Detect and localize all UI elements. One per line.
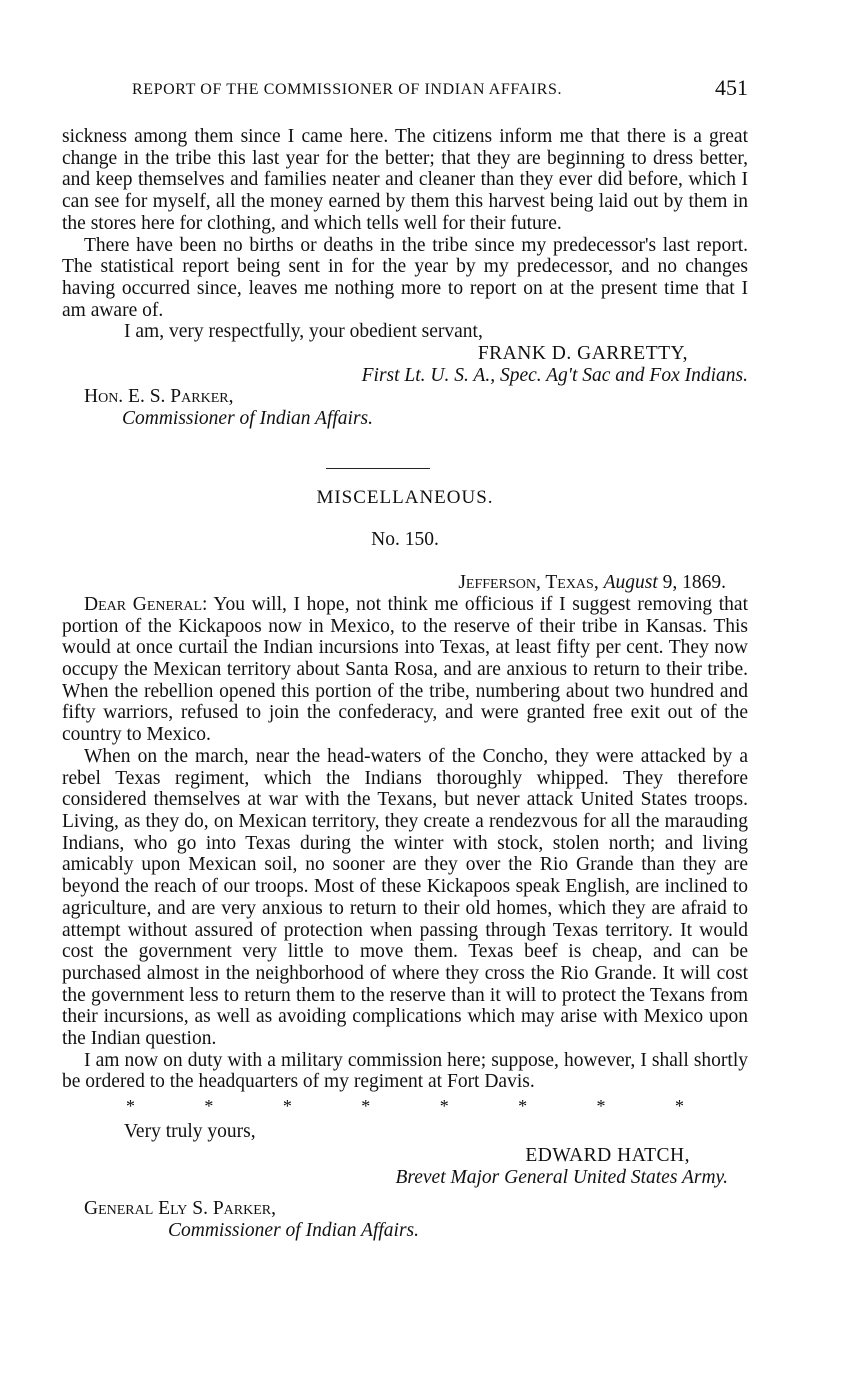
star: * [439,1096,449,1117]
star: * [674,1096,684,1117]
letter1-paragraph-2: There have been no births or deaths in the tribe since my predecessor's last report. The statistical report being sent in for the year by my predecessor, and no changes having occurred since, leaves me nothing more to report on at the present time that I am aware of. [62,234,748,321]
letter1-paragraph-1: sickness among them since I came here. The citizens inform me that there is a great change in the tribe this last year for the better; that they are beginning to dress better, and keep themselves and families neater and cleaner than they ever did before, which I can see for myself, all the money earned by them this harvest being laid out by them in the stores here for clothing, and which tells well for their future. [62,126,748,234]
dateline-day-year: 9, 1869. [662,572,726,594]
letter1-addressee-title: Commissioner of Indian Affairs. [122,408,373,430]
letter2-paragraph-2: When on the march, near the head-waters of the Concho, they were attacked by a rebel Texas regiment, which the Indians thoroughly whipped. They therefore considered themselves at war with the Texans, but never attack United States troops. Living, as they do, on Mexican territory, they create a rendezvous for all the marauding Indians, who go into Texas during the winter with stock, stolen north; and living amicably upon Mexican soil, no sooner are they over the Rio Grande than they are beyond the reach of our troops. Most of these Kickapoos speak English, are inclined to agriculture, and are very anxious to return to their old homes, which they are afraid to attempt without assured of protection when passing through Texas territory. It would cost the government very little to move them. Texas beef is cheap, and can be purchased almost in the neighborhood of where they cross the Rio Grande. It will cost the government less to return them to the reserve than it will to protect the Texans from their incursions, as well as avoiding complications which may arise with Mexico upon the Indian question. [62,745,748,1050]
letter2-signer-title: Brevet Major General United States Army. [395,1166,728,1188]
body-text [62,126,748,1242]
star: * [282,1096,292,1117]
salutation: Dear General: [84,593,208,615]
dateline-place: Jefferson, Texas, [458,572,599,594]
letter2-signer-name: EDWARD HATCH, [525,1144,690,1166]
star: * [596,1096,606,1117]
star: * [204,1096,214,1117]
document-page [62,0,748,1380]
dateline [62,572,748,594]
star: * [126,1096,135,1117]
letter2-paragraph-1-text: You will, I hope, not think me officious if I suggest removing that portion of the Kickapoos now in Mexico, to the reserve of their tribe in Kansas. This would at once curtail the Indian incursions into Texas, at least fifty per cent. They now occupy the Mexican territory about Santa Rosa, and are anxious to return to their tribe. When the rebellion opened this portion of the tribe, numbering about two hundred and fifty warriors, refused to join the confederacy, and were granted free exit out of the country to Mexico. [62,593,748,746]
section-divider [326,468,430,469]
document-number: No. 150. [371,528,439,550]
letter2-paragraph-1 [62,594,748,746]
letter2-paragraph-3: I am now on duty with a military commission here; suppose, however, I shall shortly be ordered to the headquarters of my regiment at Fort Davis. [62,1049,748,1093]
section-heading: MISCELLANEOUS. [316,486,494,508]
running-head [132,75,748,104]
letter1-signer-name: FRANK D. GARRETTY, [477,343,688,365]
letter2-addressee-title: Commissioner of Indian Affairs. [168,1219,419,1241]
ellipsis-stars [62,1095,748,1117]
letter1-closing: I am, very respectfully, your obedient servant, [124,321,483,343]
letter2-addressee-name [84,1198,748,1220]
letter1-signer-title: First Lt. U. S. A., Spec. Ag't Sac and Fox Indians. [361,364,748,386]
letter2-closing: Very truly yours, [124,1121,256,1143]
dateline-month: August [603,572,658,594]
page-number: 451 [715,75,748,100]
letter2-addressee-name-text: General Ely S. Parker, [84,1198,276,1220]
running-title: REPORT OF THE COMMISSIONER OF INDIAN AFFAIRS. [132,81,563,98]
letter1-addressee-name: Hon. E. S. Parker, [84,386,234,408]
star: * [518,1096,528,1117]
star: * [361,1096,371,1117]
